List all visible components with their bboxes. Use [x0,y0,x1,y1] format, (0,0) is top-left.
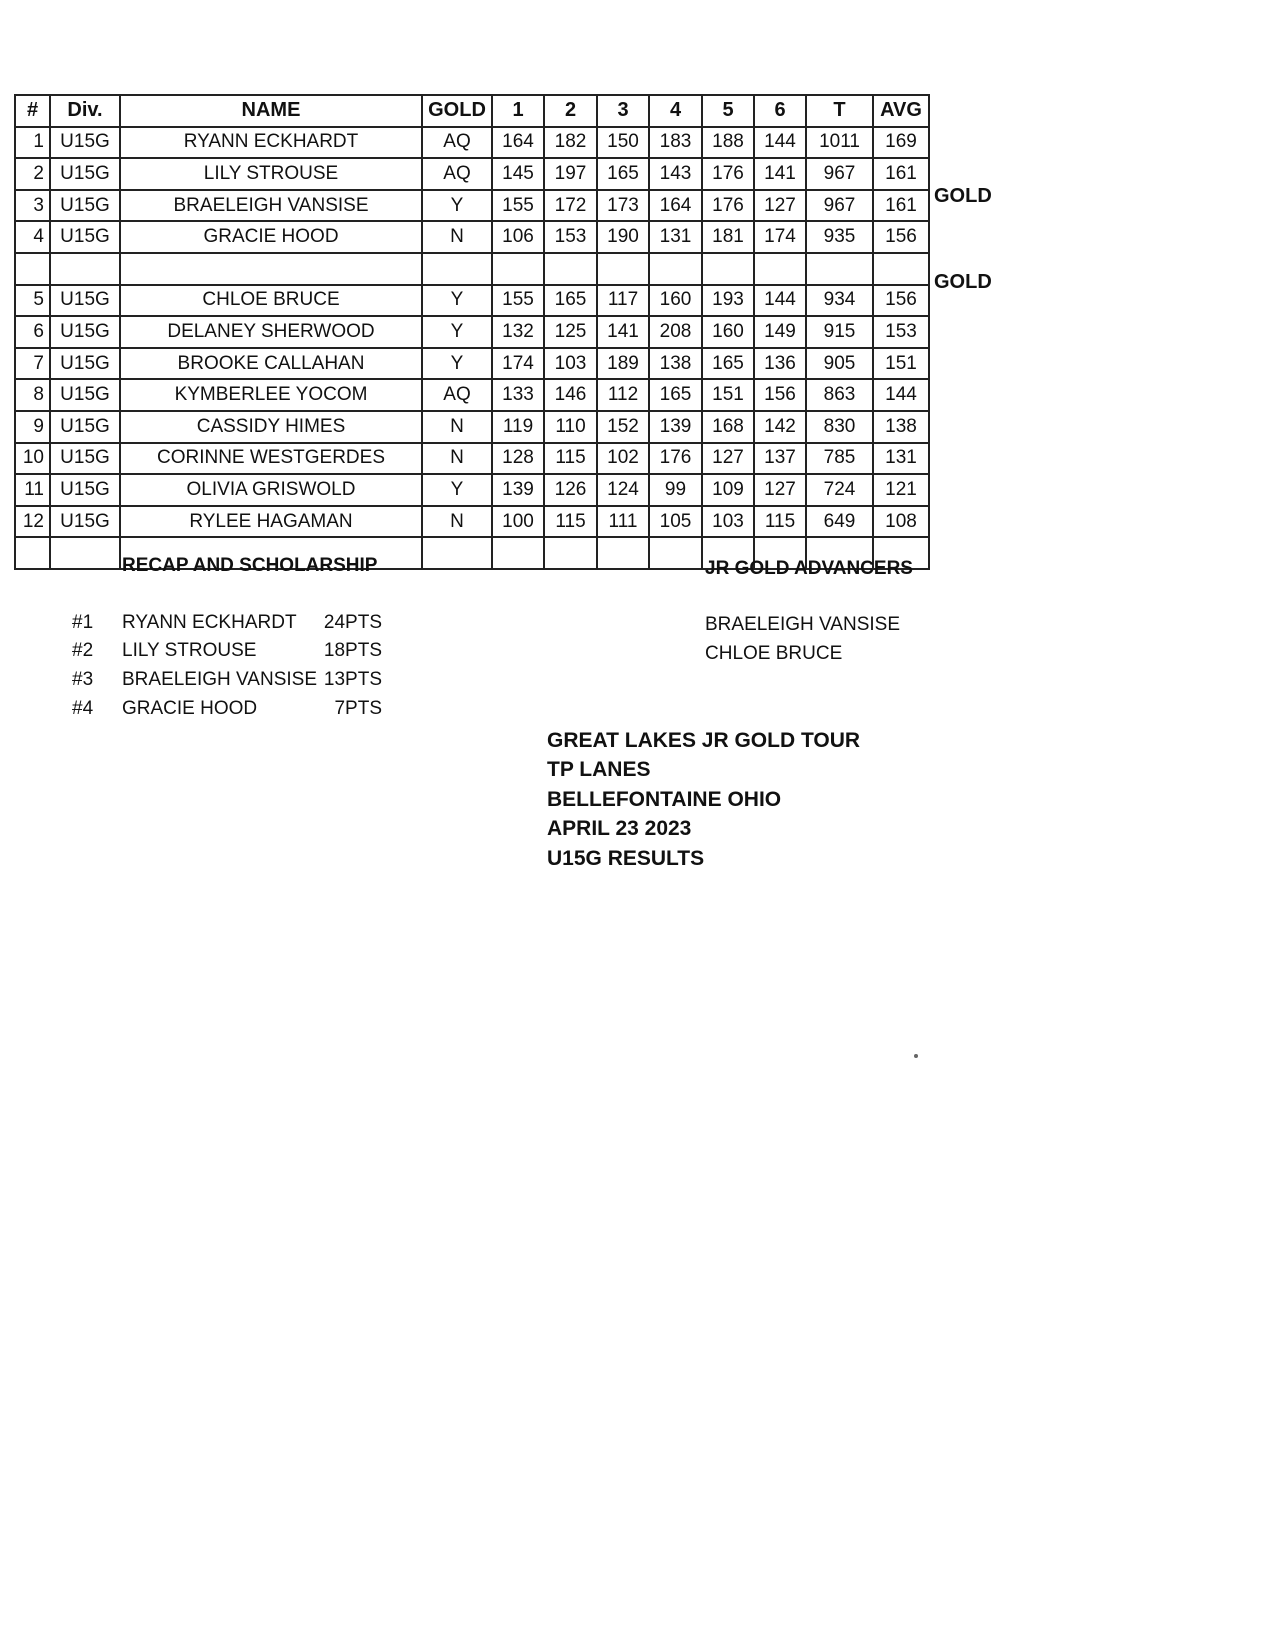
game-1-cell: 119 [492,411,544,443]
table-row [15,443,929,475]
game-2-cell [544,537,597,569]
avg-cell: 138 [873,411,929,443]
game-4-cell: 105 [649,506,702,538]
game-1-cell: 164 [492,127,544,159]
game-1-cell: 100 [492,506,544,538]
recap-name: RYANN ECKHARDT [122,612,297,633]
col-header-name: NAME [120,95,422,127]
avg-cell: 121 [873,474,929,506]
game-1-cell: 155 [492,190,544,222]
game-3-cell: 173 [597,190,649,222]
name-cell: BROOKE CALLAHAN [120,348,422,380]
div-cell: U15G [50,348,120,380]
game-2-cell: 115 [544,443,597,475]
recap-points: 13PTS [323,669,382,690]
game-5-cell: 168 [702,411,754,443]
game-5-cell: 188 [702,127,754,159]
game-6-cell: 144 [754,285,806,317]
avg-cell: 156 [873,285,929,317]
results-table [14,94,930,570]
col-header-div: Div. [50,95,120,127]
name-cell: OLIVIA GRISWOLD [120,474,422,506]
game-4-cell: 208 [649,316,702,348]
gold-cell: AQ [422,127,492,159]
total-cell: 935 [806,221,873,253]
table-row [15,316,929,348]
game-5-cell: 176 [702,158,754,190]
game-2-cell: 197 [544,158,597,190]
advancers-title: JR GOLD ADVANCERS [705,558,913,579]
gold-cell: AQ [422,379,492,411]
avg-cell: 161 [873,190,929,222]
game-3-cell: 111 [597,506,649,538]
table-row [15,190,929,222]
rank-cell: 10 [15,443,50,475]
rank-cell [15,537,50,569]
game-6-cell: 127 [754,474,806,506]
game-4-cell: 165 [649,379,702,411]
game-6-cell: 136 [754,348,806,380]
event-division: U15G RESULTS [547,847,705,870]
game-4-cell [649,537,702,569]
event-date: APRIL 23 2023 [547,817,692,840]
table-row [15,127,929,159]
game-1-cell: 106 [492,221,544,253]
total-cell: 915 [806,316,873,348]
game-5-cell [702,253,754,285]
name-cell: CHLOE BRUCE [120,285,422,317]
game-6-cell: 137 [754,443,806,475]
div-cell [50,253,120,285]
game-5-cell: 181 [702,221,754,253]
name-cell: DELANEY SHERWOOD [120,316,422,348]
game-1-cell [492,253,544,285]
game-2-cell: 153 [544,221,597,253]
game-6-cell: 156 [754,379,806,411]
game-2-cell: 146 [544,379,597,411]
game-3-cell [597,253,649,285]
table-row [15,379,929,411]
game-5-cell: 103 [702,506,754,538]
div-cell: U15G [50,379,120,411]
table-row [15,506,929,538]
game-4-cell [649,253,702,285]
div-cell: U15G [50,158,120,190]
col-header-game-2: 2 [544,95,597,127]
game-3-cell: 117 [597,285,649,317]
name-cell: KYMBERLEE YOCOM [120,379,422,411]
rank-cell: 12 [15,506,50,538]
advancer-name: BRAELEIGH VANSISE [705,614,900,635]
game-2-cell: 126 [544,474,597,506]
game-2-cell: 103 [544,348,597,380]
recap-points: 18PTS [323,640,382,661]
rank-cell: 2 [15,158,50,190]
game-6-cell: 142 [754,411,806,443]
table-row [15,348,929,380]
gold-tag: GOLD [934,270,992,293]
game-3-cell: 102 [597,443,649,475]
game-4-cell: 160 [649,285,702,317]
avg-cell: 144 [873,379,929,411]
advancer-name: CHLOE BRUCE [705,643,843,664]
table-row [15,411,929,443]
game-3-cell: 165 [597,158,649,190]
div-cell: U15G [50,190,120,222]
rank-cell: 4 [15,221,50,253]
rank-cell: 6 [15,316,50,348]
avg-cell: 151 [873,348,929,380]
game-3-cell: 124 [597,474,649,506]
avg-cell: 153 [873,316,929,348]
game-4-cell: 131 [649,221,702,253]
rank-cell: 7 [15,348,50,380]
total-cell: 1011 [806,127,873,159]
rank-cell: 5 [15,285,50,317]
col-header-game-3: 3 [597,95,649,127]
game-3-cell: 190 [597,221,649,253]
rank-cell [15,253,50,285]
col-header-gold: GOLD [422,95,492,127]
game-3-cell: 189 [597,348,649,380]
name-cell: CASSIDY HIMES [120,411,422,443]
recap-name: BRAELEIGH VANSISE [122,669,317,690]
game-5-cell: 160 [702,316,754,348]
col-header-game-1: 1 [492,95,544,127]
total-cell: 863 [806,379,873,411]
total-cell: 724 [806,474,873,506]
gold-cell: Y [422,190,492,222]
recap-place: #3 [72,669,94,690]
recap-title: RECAP AND SCHOLARSHIP [122,555,378,576]
name-cell [120,253,422,285]
game-3-cell: 141 [597,316,649,348]
game-5-cell: 151 [702,379,754,411]
game-6-cell: 174 [754,221,806,253]
game-1-cell [492,537,544,569]
game-4-cell: 143 [649,158,702,190]
game-6-cell: 149 [754,316,806,348]
avg-cell [873,253,929,285]
div-cell: U15G [50,411,120,443]
name-cell: CORINNE WESTGERDES [120,443,422,475]
div-cell: U15G [50,316,120,348]
game-4-cell: 183 [649,127,702,159]
game-1-cell: 132 [492,316,544,348]
rank-cell: 9 [15,411,50,443]
table-row [15,158,929,190]
div-cell: U15G [50,285,120,317]
game-2-cell: 110 [544,411,597,443]
total-cell: 905 [806,348,873,380]
gold-cell [422,253,492,285]
game-6-cell: 127 [754,190,806,222]
game-5-cell: 127 [702,443,754,475]
table-row [15,474,929,506]
game-6-cell: 141 [754,158,806,190]
game-3-cell: 152 [597,411,649,443]
rank-cell: 11 [15,474,50,506]
game-4-cell: 138 [649,348,702,380]
game-4-cell: 176 [649,443,702,475]
gold-cell: N [422,221,492,253]
recap-points: 7PTS [334,698,382,719]
game-1-cell: 139 [492,474,544,506]
game-1-cell: 145 [492,158,544,190]
game-3-cell [597,537,649,569]
recap-place: #1 [72,612,94,633]
col-header-avg: AVG [873,95,929,127]
game-2-cell: 115 [544,506,597,538]
game-2-cell: 172 [544,190,597,222]
col-header-total: T [806,95,873,127]
table-row-blank [15,253,929,285]
game-3-cell: 112 [597,379,649,411]
gold-cell: Y [422,348,492,380]
game-1-cell: 128 [492,443,544,475]
total-cell: 967 [806,158,873,190]
event-location: BELLEFONTAINE OHIO [547,788,782,811]
avg-cell: 156 [873,221,929,253]
game-2-cell [544,253,597,285]
div-cell: U15G [50,443,120,475]
rank-cell: 3 [15,190,50,222]
recap-points: 24PTS [323,612,382,633]
gold-cell [422,537,492,569]
gold-tag: GOLD [934,184,992,207]
results-body [15,127,929,569]
gold-cell: N [422,506,492,538]
rank-cell: 1 [15,127,50,159]
game-2-cell: 182 [544,127,597,159]
div-cell: U15G [50,506,120,538]
table-row [15,285,929,317]
game-4-cell: 139 [649,411,702,443]
col-header-rank: # [15,95,50,127]
name-cell: GRACIE HOOD [120,221,422,253]
total-cell: 830 [806,411,873,443]
col-header-game-5: 5 [702,95,754,127]
recap-place: #4 [72,698,94,719]
avg-cell: 161 [873,158,929,190]
rank-cell: 8 [15,379,50,411]
gold-cell: N [422,443,492,475]
game-6-cell: 144 [754,127,806,159]
col-header-game-4: 4 [649,95,702,127]
gold-cell: N [422,411,492,443]
name-cell: LILY STROUSE [120,158,422,190]
recap-name: LILY STROUSE [122,640,257,661]
game-4-cell: 99 [649,474,702,506]
avg-cell: 108 [873,506,929,538]
gold-cell: Y [422,316,492,348]
total-cell: 967 [806,190,873,222]
total-cell [806,253,873,285]
recap-place: #2 [72,640,94,661]
total-cell: 934 [806,285,873,317]
recap-name: GRACIE HOOD [122,698,258,719]
game-1-cell: 174 [492,348,544,380]
header-row [15,95,929,127]
name-cell: RYANN ECKHARDT [120,127,422,159]
event-venue: TP LANES [547,758,651,781]
game-5-cell: 176 [702,190,754,222]
game-2-cell: 125 [544,316,597,348]
game-5-cell: 109 [702,474,754,506]
avg-cell: 131 [873,443,929,475]
game-2-cell: 165 [544,285,597,317]
avg-cell: 169 [873,127,929,159]
gold-cell: Y [422,285,492,317]
name-cell: BRAELEIGH VANSISE [120,190,422,222]
game-1-cell: 155 [492,285,544,317]
div-cell [50,537,120,569]
div-cell: U15G [50,474,120,506]
event-tour: GREAT LAKES JR GOLD TOUR [547,729,861,752]
total-cell: 785 [806,443,873,475]
game-6-cell [754,253,806,285]
game-1-cell: 133 [492,379,544,411]
game-3-cell: 150 [597,127,649,159]
gold-cell: AQ [422,158,492,190]
game-4-cell: 164 [649,190,702,222]
name-cell: RYLEE HAGAMAN [120,506,422,538]
div-cell: U15G [50,221,120,253]
col-header-game-6: 6 [754,95,806,127]
div-cell: U15G [50,127,120,159]
table-row [15,221,929,253]
game-5-cell: 165 [702,348,754,380]
game-5-cell: 193 [702,285,754,317]
scan-speck [914,1054,918,1058]
total-cell: 649 [806,506,873,538]
game-6-cell: 115 [754,506,806,538]
gold-cell: Y [422,474,492,506]
